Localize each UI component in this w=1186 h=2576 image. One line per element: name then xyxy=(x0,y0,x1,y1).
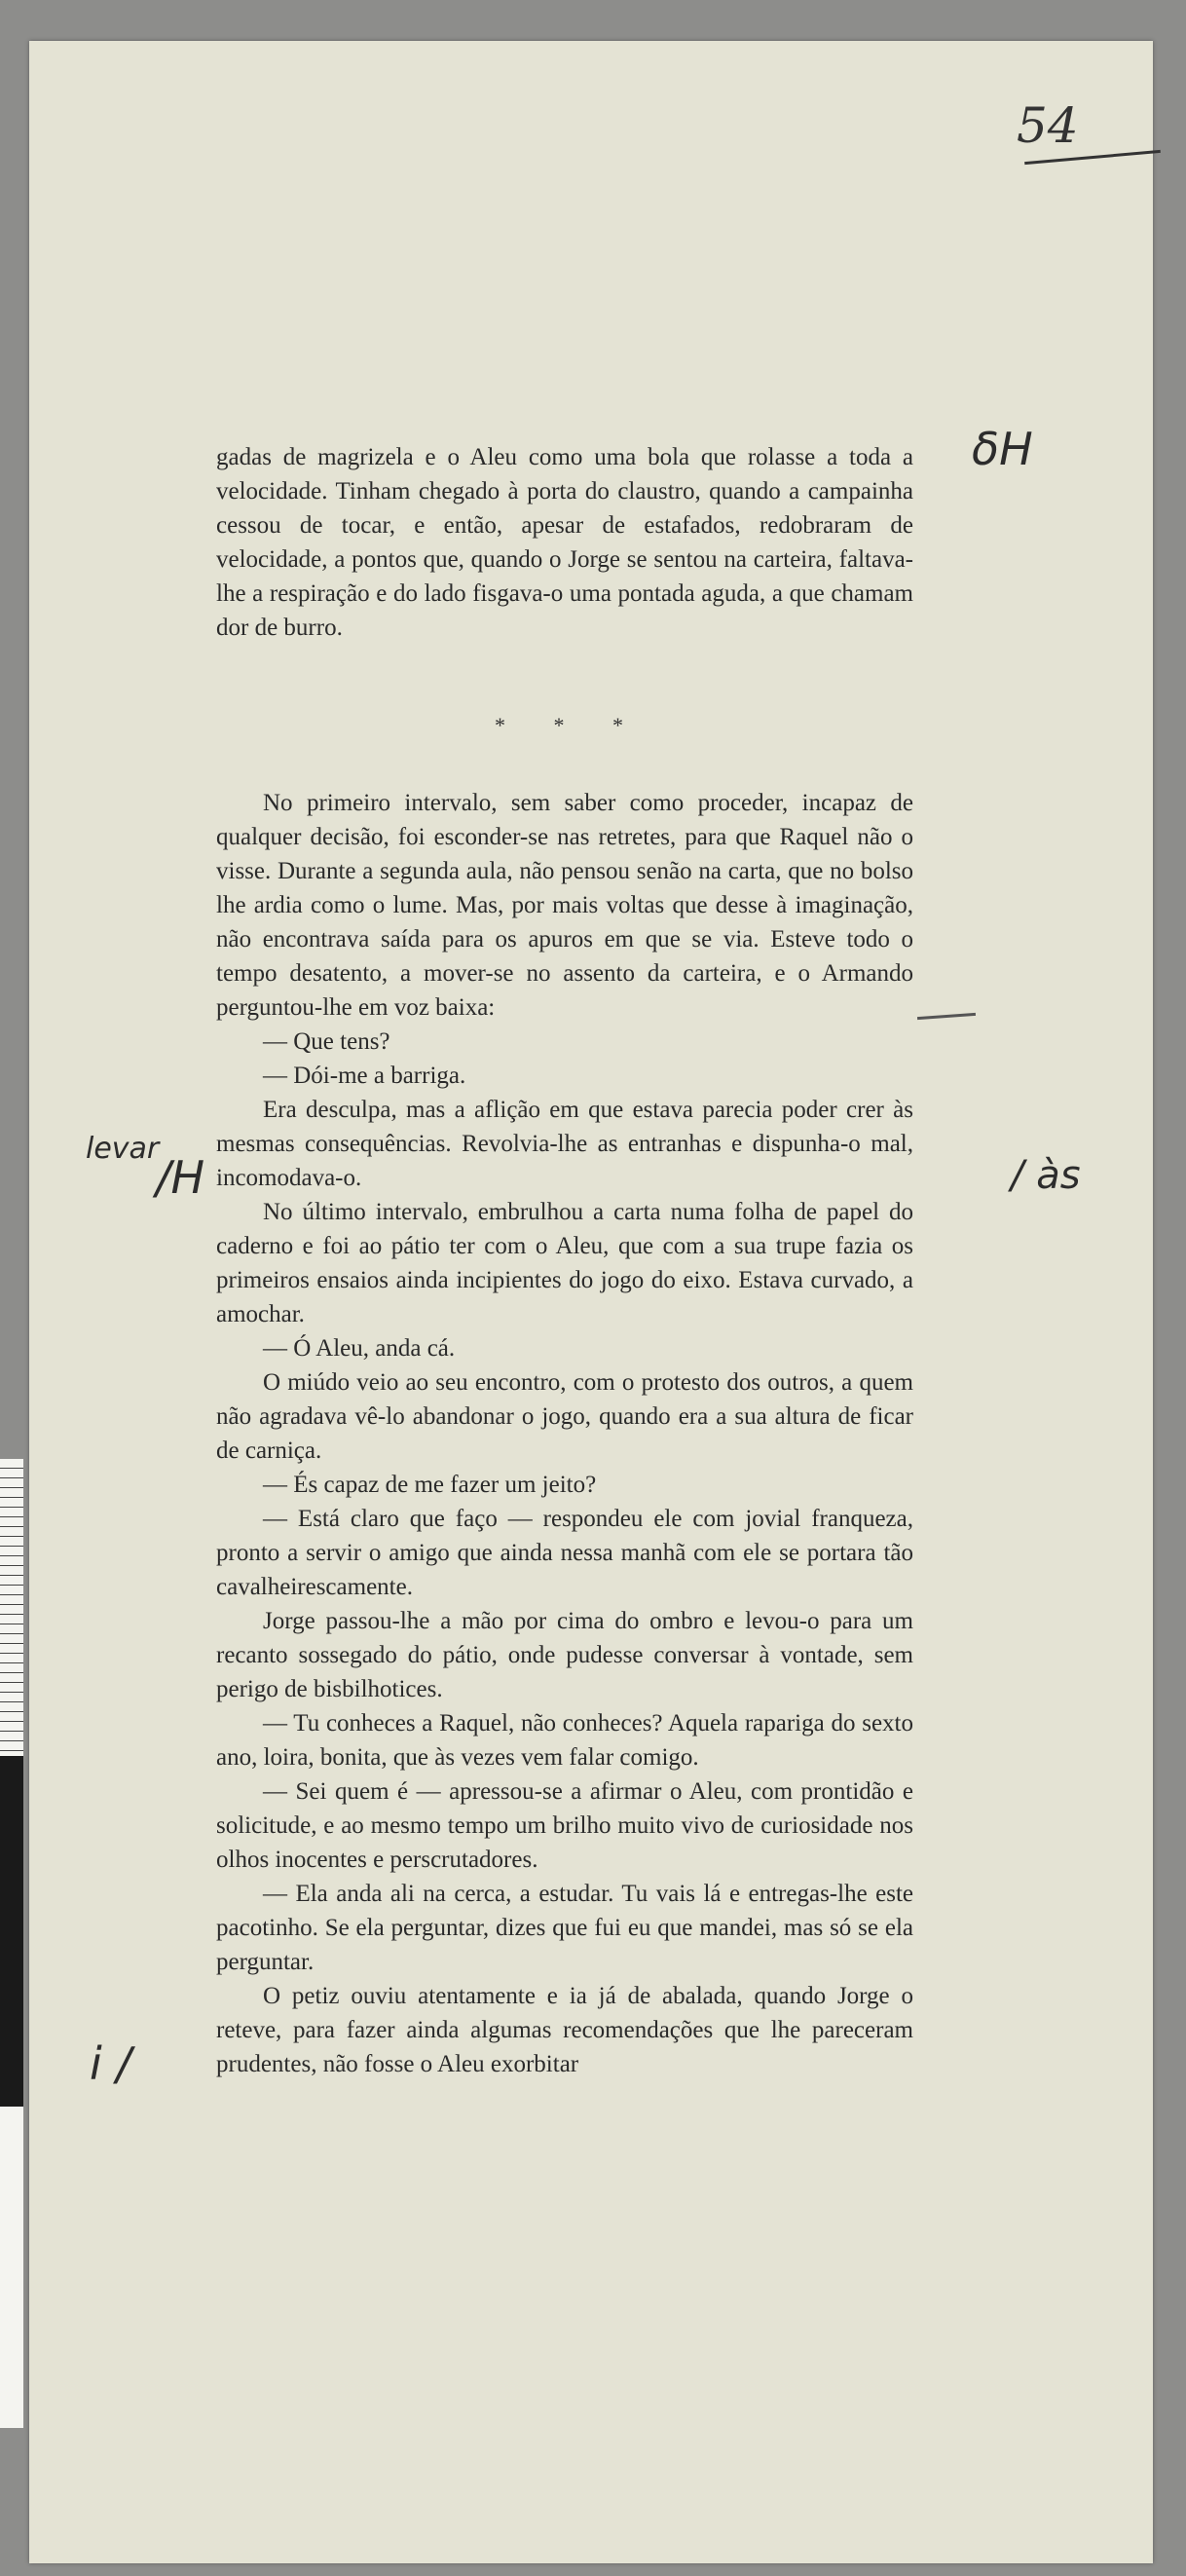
dialogue-line: — Que tens? xyxy=(263,1028,390,1055)
page-number: 54 xyxy=(1017,97,1079,154)
margin-note-left-bottom: i / xyxy=(90,2037,131,2090)
top-paragraph-block xyxy=(216,440,913,645)
paragraph: O miúdo veio ao seu encontro, com o protesto dos outros, a quem não agradava vê-lo abandonar o jogo, quando era a sua altura de ficar de carniça. xyxy=(216,1369,913,1464)
margin-note-left-word: levar xyxy=(86,1132,160,1166)
dialogue-line: — Dói-me a barriga. xyxy=(263,1063,466,1089)
dialogue-line: — És capaz de me fazer um jeito? xyxy=(263,1472,597,1498)
margin-note-right-top: δH xyxy=(972,423,1033,475)
scale-ruler-light-lower xyxy=(0,2107,23,2428)
margin-note-left-mark: /H xyxy=(156,1151,205,1204)
dialogue-line: — Tu conheces a Raquel, não conheces? Aquela rapariga do sexto ano, loira, bonita, que às vezes vem falar comigo. xyxy=(216,1710,913,1771)
body-text xyxy=(216,786,913,2081)
dialogue-line: — Ela anda ali na cerca, a estudar. Tu vais lá e entregas-lhe este pacotinho. Se ela perguntar, dizes que fui eu que mandei, mas só se ela perguntar. xyxy=(216,1881,913,1975)
paragraph: No primeiro intervalo, sem saber como proceder, incapaz de qualquer decisão, foi esconder-se nas retretes, para que Raquel não o visse. Durante a segunda aula, não pensou senão na carta, que no bolso lhe ardia como o lume. Mas, por mais voltas que desse à imaginação, não encontrava saída para os apuros em que se via. Esteve todo o tempo desatento, a mover-se no assento da carteira, e o Armando perguntou-lhe em voz baixa: xyxy=(216,790,913,1021)
paragraph: Era desculpa, mas a aflição em que estava parecia poder crer às mesmas consequências. Revolvia-lhe as entranhas e dispunha-o mal, incomodava-o. xyxy=(216,1097,913,1191)
dialogue-line: — Está claro que faço — respondeu ele com jovial franqueza, pronto a servir o amigo que ainda nessa manhã com ele se portara tão cavalheirescamente. xyxy=(216,1506,913,1600)
pencil-dash-mark xyxy=(917,1013,976,1020)
section-separator: * * * xyxy=(495,713,645,737)
margin-note-right-mid: / às xyxy=(1011,1153,1081,1198)
document-page xyxy=(29,41,1153,2563)
scale-ruler-dark xyxy=(0,1756,23,2107)
dialogue-line: — Ó Aleu, anda cá. xyxy=(263,1335,456,1362)
paragraph: Jorge passou-lhe a mão por cima do ombro e levou-o para um recanto sossegado do pátio, onde pudesse conversar à vontade, sem perigo de bisbilhotices. xyxy=(216,1608,913,1702)
scale-ruler-light xyxy=(0,1459,23,1756)
paragraph: No último intervalo, embrulhou a carta numa folha de papel do caderno e foi ao pátio ter com o Aleu, que com a sua trupe fazia os primeiros ensaios ainda incipientes do jogo do eixo. Estava curvado, a amochar. xyxy=(216,1199,913,1327)
top-paragraph: gadas de magrizela e o Aleu como uma bola que rolasse a toda a velocidade. Tinham chegado à porta do claustro, quando a campainha cessou de tocar, e então, apesar de estafados, redobraram de velocidade, a pontos que, quando o Jorge se sentou na carteira, faltava-lhe a respiração e do lado fisgava-o uma pontada aguda, a que chamam dor de burro. xyxy=(216,444,913,641)
paragraph: O petiz ouviu atentamente e ia já de abalada, quando Jorge o reteve, para fazer ainda algumas recomendações que lhe pareceram prudentes, não fosse o Aleu exorbitar xyxy=(216,1983,913,2077)
dialogue-line: — Sei quem é — apressou-se a afirmar o Aleu, com prontidão e solicitude, e ao mesmo tempo um brilho muito vivo de curiosidade nos olhos inocentes e perscrutadores. xyxy=(216,1778,913,1873)
